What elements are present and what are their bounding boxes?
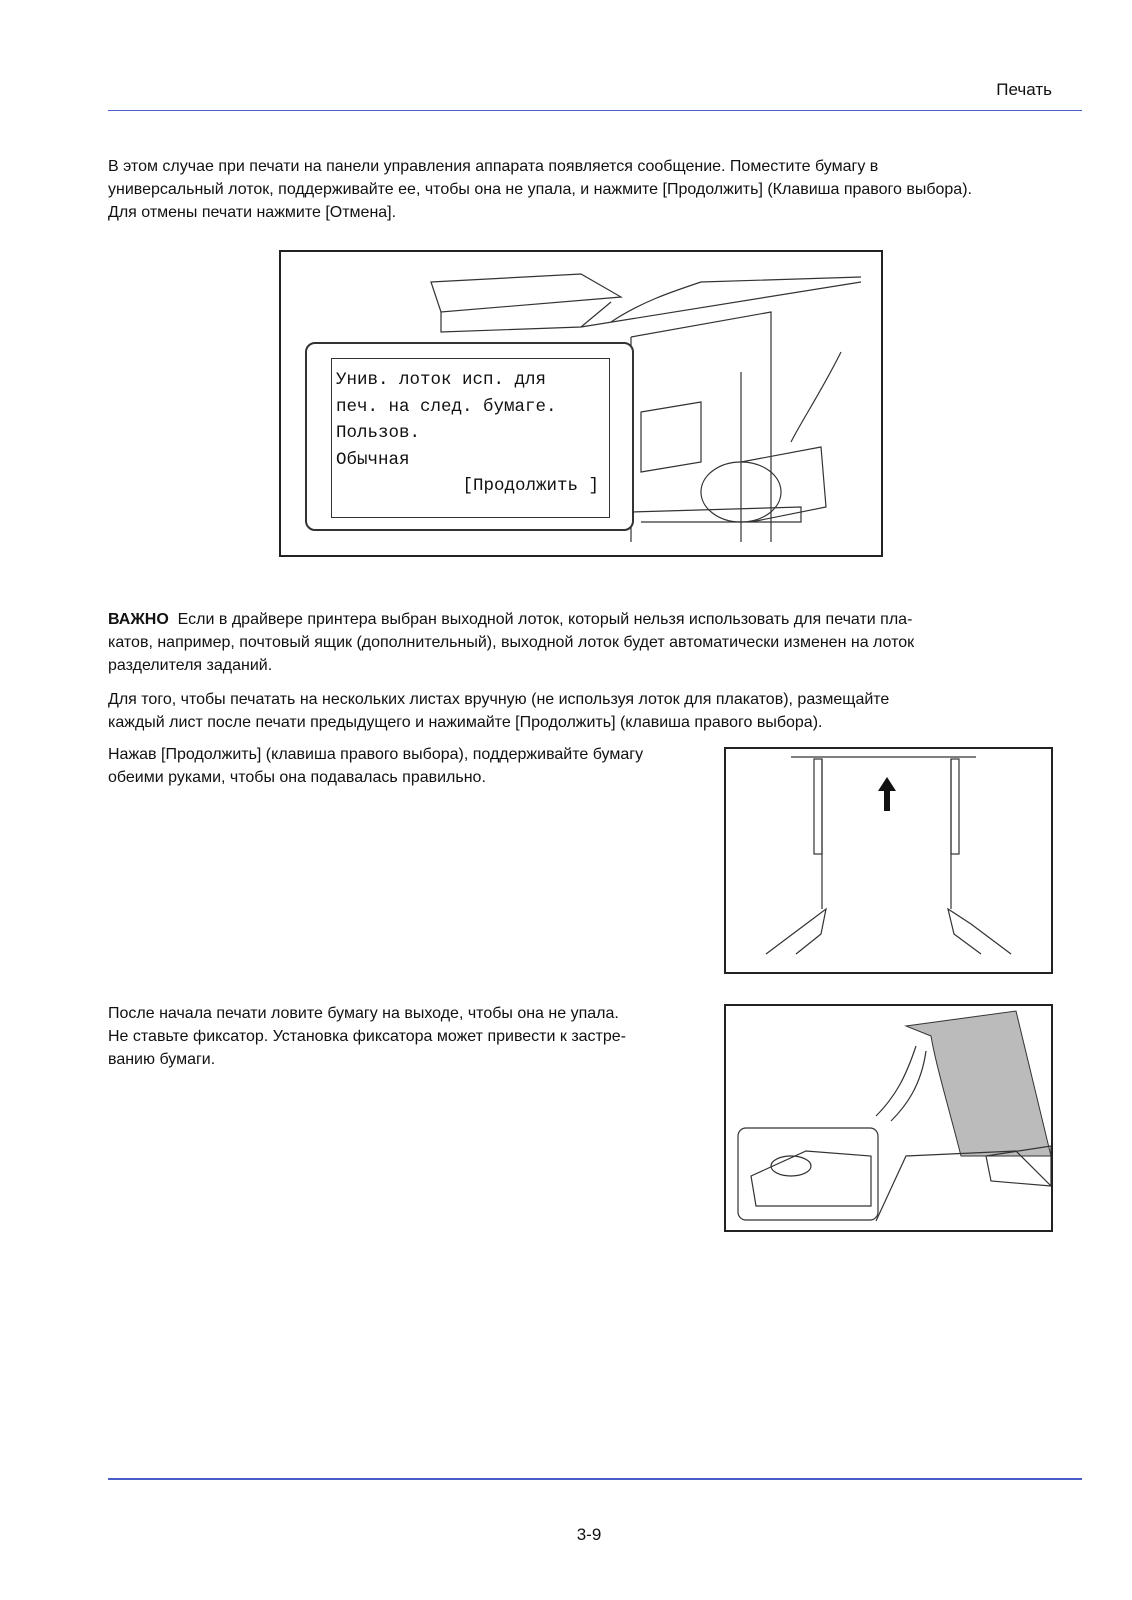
printer-illustration: [279, 250, 883, 557]
intro-paragraph: [108, 155, 972, 224]
text-line: Для отмены печати нажмите [Отмена].: [108, 204, 397, 221]
up-arrow-icon: [878, 777, 896, 791]
paper-feed-illustration: [724, 747, 1053, 974]
lcd-line: печ. на след. бумаге.: [336, 396, 557, 417]
text-line: ванию бумаги.: [108, 1051, 216, 1068]
important-label: ВАЖНО: [108, 611, 169, 628]
lcd-line: Пользов.: [336, 423, 421, 443]
text-line: После начала печати ловите бумагу на выходе, чтобы она не упала.: [108, 1005, 619, 1022]
text-line: Для того, чтобы печатать на нескольких листах вручную (не используя лоток для плакатов), размещайте: [108, 691, 890, 708]
text-line: универсальный лоток, поддерживайте ее, чтобы она не упала, и нажмите [Продолжить] (Клавиша правого выбора).: [108, 181, 972, 198]
text-line: катов, например, почтовый ящик (дополнительный), выходной лоток будет автоматически изменен на лоток: [108, 634, 915, 651]
text-line: обеими руками, чтобы она подавалась правильно.: [108, 769, 486, 786]
hold-paragraph: [108, 743, 643, 789]
section-header: Печать: [996, 80, 1052, 99]
lcd-continue-softkey: [Продолжить ]: [462, 476, 599, 496]
text-line: Не ставьте фиксатор. Установка фиксатора может привести к застре-: [108, 1028, 626, 1045]
text-line: Нажав [Продолжить] (клавиша правого выбора), поддерживайте бумагу: [108, 746, 644, 763]
lcd-line: Унив. лоток исп. для: [336, 370, 547, 390]
catching-paper-drawing: [726, 1006, 1051, 1230]
manual-paragraph: [108, 688, 889, 734]
catch-paragraph: [108, 1002, 626, 1071]
text-line: В этом случае при печати на панели управления аппарата появляется сообщение. Поместите бумагу в: [108, 158, 879, 175]
lcd-callout: [305, 342, 634, 531]
lcd-screen: [331, 358, 610, 518]
paper-output-illustration: [724, 1004, 1053, 1232]
hands-holding-paper-drawing: [726, 749, 1051, 972]
lcd-line: Обычная: [336, 449, 410, 470]
text-line: Если в драйвере принтера выбран выходной лоток, который нельзя использовать для печати пла-: [177, 611, 913, 628]
header-rule: [108, 110, 1082, 111]
text-line: каждый лист после печати предыдущего и нажимайте [Продолжить] (клавиша правого выбора).: [108, 714, 823, 731]
important-note: [108, 608, 914, 677]
footer-rule: [108, 1478, 1082, 1480]
text-line: разделителя заданий.: [108, 657, 273, 674]
page-number: 3-9: [576, 1525, 602, 1544]
